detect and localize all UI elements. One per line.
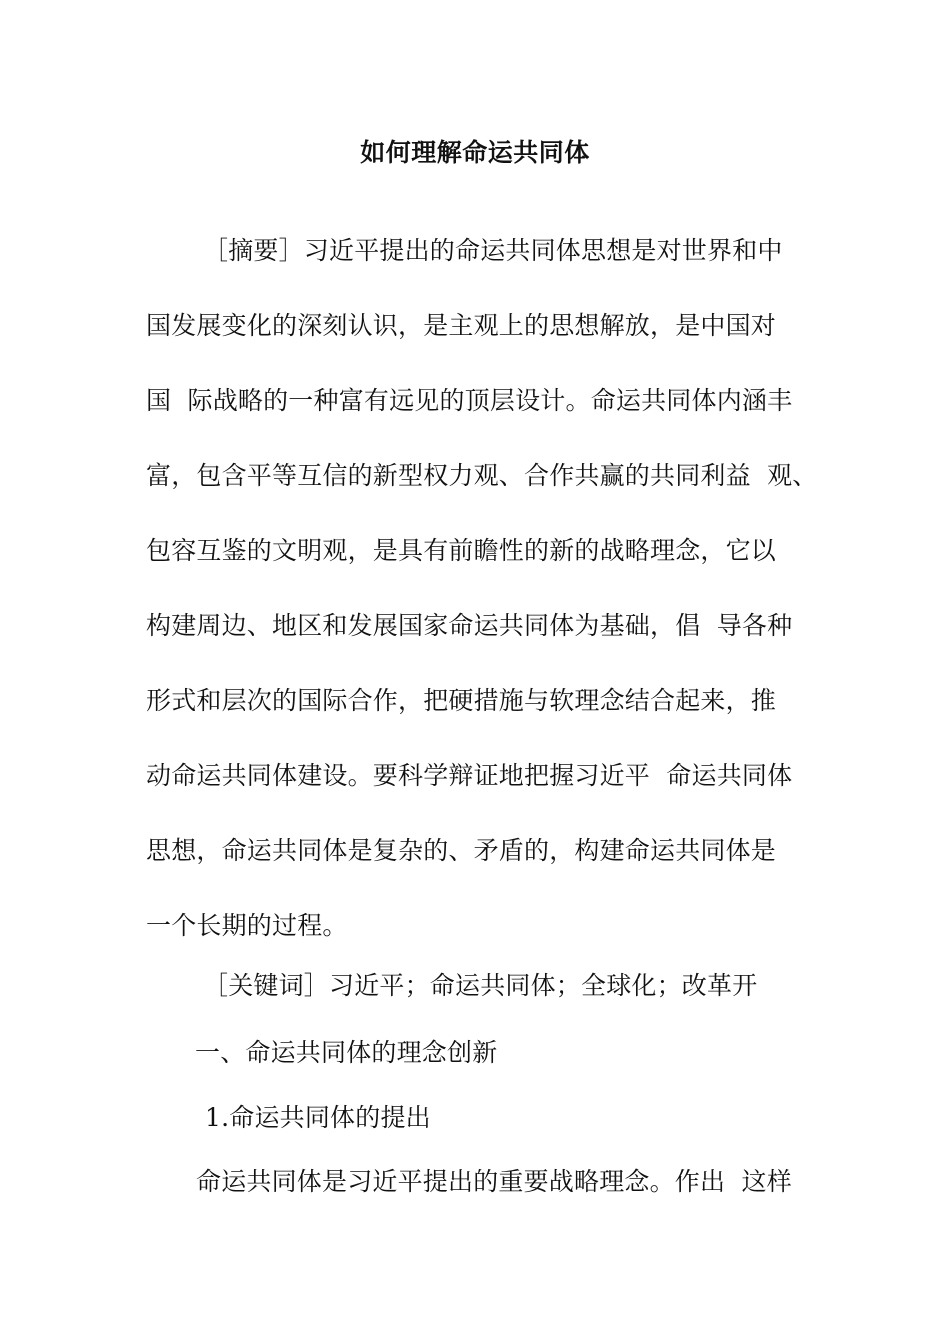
abstract-line: 国 际战略的一种富有远见的顶层设计。命运共同体内涵丰: [146, 386, 793, 415]
abstract-line: 国发展变化的深刻认识，是主观上的思想解放，是中国对: [146, 311, 777, 340]
abstract-line: 思想，命运共同体是复杂的、矛盾的，构建命运共同体是: [146, 836, 777, 865]
abstract-line: 富，包含平等互信的新型权力观、合作共赢的共同利益 观、: [146, 461, 818, 490]
abstract-line: 一个长期的过程。: [146, 911, 348, 940]
section-heading: 一、命运共同体的理念创新: [195, 1038, 498, 1067]
abstract-line: ［摘要］习近平提出的命运共同体思想是对世界和中: [203, 236, 783, 265]
abstract-line: 构建周边、地区和发展国家命运共同体为基础，倡 导各种: [146, 611, 793, 640]
abstract-line: 包容互鉴的文明观，是具有前瞻性的新的战略理念，它以: [146, 536, 777, 565]
subsection-heading: 1.命运共同体的提出: [205, 1103, 431, 1132]
keywords-line: ［关键词］习近平；命运共同体；全球化；改革开: [203, 971, 758, 1000]
document-title: 如何理解命运共同体: [360, 138, 590, 167]
abstract-line: 形式和层次的国际合作，把硬措施与软理念结合起来，推: [146, 686, 777, 715]
abstract-line: 动命运共同体建设。要科学辩证地把握习近平 命运共同体: [146, 761, 793, 790]
body-paragraph-line: 命运共同体是习近平提出的重要战略理念。作出 这样: [196, 1167, 792, 1196]
